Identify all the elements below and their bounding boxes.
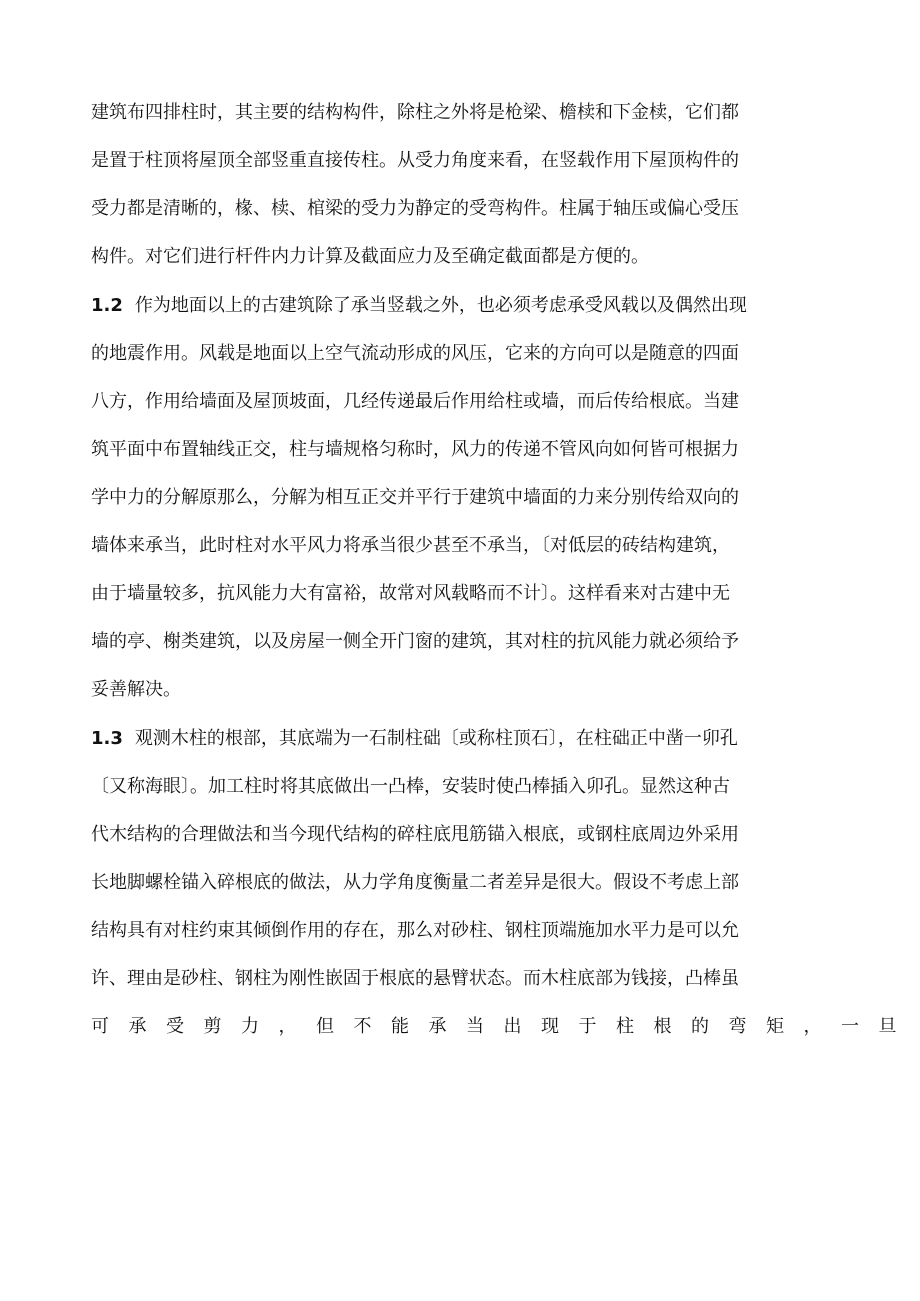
paragraph-line: 代木结构的合理做法和当今现代结构的碎柱底甩筋锚入根底，或钢柱底周边外采用 [91,824,739,845]
paragraph-line: 建筑布四排柱时，其主要的结构构件，除柱之外将是枪梁、檐椟和下金椟，它们都 [91,102,739,123]
paragraph-line: 结构具有对柱约束其倾倒作用的存在，那么对砂柱、钢柱顶端施加水平力是可以允 [91,920,739,941]
paragraph-line: 由于墙量较多，抗风能力大有富裕，故常对风载略而不计〕。这样看来对古建中无 [91,583,730,604]
paragraph-line-text: 作为地面以上的古建筑除了承当竖载之外，也必须考虑承受风载以及偶然出现 [134,295,747,316]
paragraph-line: 墙的亭、榭类建筑，以及房屋一侧全开门窗的建筑，其对柱的抗风能力就必须给予 [91,631,739,652]
paragraph-line: 筑平面中布置轴线正交，柱与墙规格匀称时，风力的传递不管风向如何皆可根据力 [91,439,739,460]
paragraph-line: 受力都是清晰的，椽、椟、棺梁的受力为静定的受弯构件。柱属于轴压或偏心受压 [91,198,739,219]
paragraph-line-text: 观测木柱的根部，其底端为一石制柱础〔或称柱顶石〕，在柱础正中凿一卯孔 [134,728,738,749]
section-1-3-first-line [91,719,831,759]
paragraph-line: 妥善解决。 [91,679,181,700]
paragraph-line: 长地脚螺栓锚入碎根底的做法，从力学角度衡量二者差异是很大。假设不考虑上部 [91,872,739,893]
paragraph-line: 是置于柱顶将屋顶全部竖重直接传柱。从受力角度来看，在竖载作用下屋顶构件的 [91,150,739,171]
section-number: 1.3 [91,728,123,749]
paragraph-line: 八方，作用给墙面及屋顶坡面，几经传递最后作用给柱或墙，而后传给根底。当建 [91,391,739,412]
paragraph-line: 许、理由是砂柱、钢柱为刚性嵌固于根底的悬臂状态。而木柱底部为钱接，凸棒虽 [91,968,739,989]
section-number: 1.2 [91,295,123,316]
paragraph-line: 学中力的分解原那么，分解为相互正交并平行于建筑中墙面的力来分别传给双向的 [91,487,739,508]
paragraph-line: 的地震作用。风载是地面以上空气流动形成的风压，它来的方向可以是随意的四面 [91,343,739,364]
paragraph-line: 构件。对它们进行杆件内力计算及截面应力及至确定截面都是方便的。 [91,246,649,267]
section-1-2-first-line [91,286,831,326]
paragraph-line: 可承受剪力，但不能承当出现于柱根的弯矩，一旦 [91,1016,916,1037]
paragraph-line: 〔又称海眼〕。加工柱时将其底做出一凸棒，安装时使凸棒插入卯孔。显然这种古 [91,776,730,797]
paragraph-line: 墙体来承当，此时柱对水平风力将承当很少甚至不承当，〔对低层的砖结构建筑， [91,535,730,556]
